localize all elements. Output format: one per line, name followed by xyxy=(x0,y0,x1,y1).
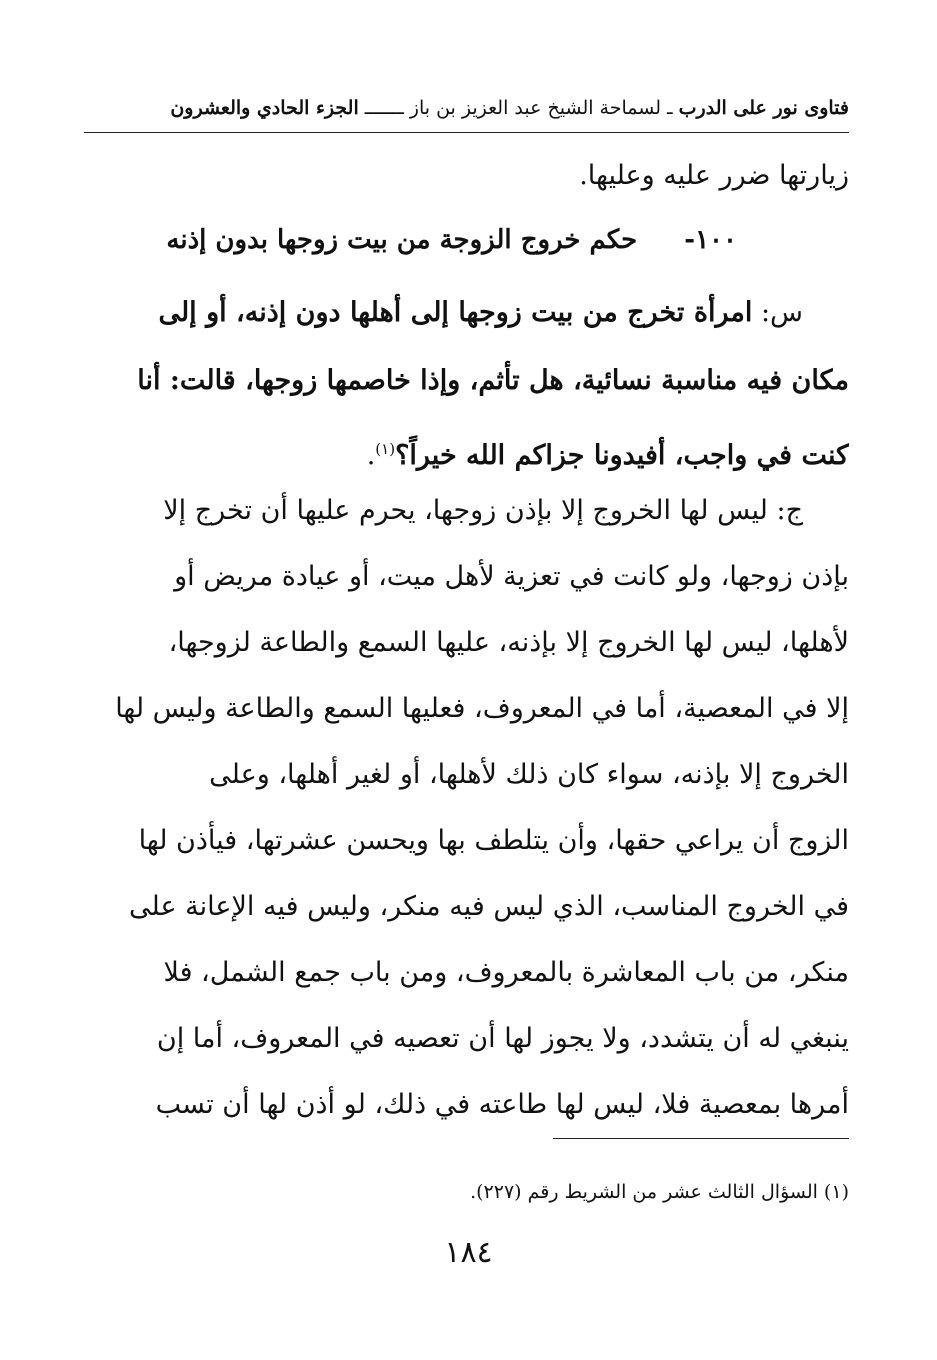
section-title: حكم خروج الزوجة من بيت زوجها بدون إذنه xyxy=(166,225,638,255)
answer-line: أمرها بمعصية فلا، ليس لها طاعته في ذلك، لو أذن لها أن تسب xyxy=(155,1089,849,1120)
running-header xyxy=(78,92,849,124)
page-number: ١٨٤ xyxy=(444,1235,493,1270)
question-line xyxy=(84,415,849,483)
question-prefix: س: xyxy=(760,297,803,328)
answer-prefix: ج: xyxy=(776,495,803,526)
book-title: فتاوى نور على الدرب xyxy=(678,97,849,119)
header-rule xyxy=(84,132,849,133)
volume-title: الجزء الحادي والعشرون xyxy=(170,97,359,119)
answer-line: الزوج أن يراعي حقها، وأن يتلطف بها ويحسن عشرتها، فيأذن لها xyxy=(138,825,849,856)
question-line: مكان فيه مناسبة نسائية، هل تأثم، وإذا خاصمها زوجها، قالت: أنا xyxy=(137,365,849,396)
question-line xyxy=(84,279,849,347)
answer-line: لأهلها، ليس لها الخروج إلا بإذنه، عليها السمع والطاعة لزوجها، xyxy=(168,627,849,658)
answer-line: منكر، من باب المعاشرة بالمعروف، ومن باب جمع الشمل، فلا xyxy=(163,957,849,988)
footnote: (١) السؤال الثالث عشر من الشريط رقم (٢٢٧). xyxy=(470,1181,849,1203)
answer-line: إلا في المعصية، أما في المعروف، فعليها السمع والطاعة وليس لها xyxy=(115,693,849,724)
footnote-marker: (١) xyxy=(375,440,396,458)
answer-line: بإذن زوجها، ولو كانت في تعزية لأهل ميت، أو عيادة مريض أو xyxy=(174,561,849,592)
answer-line: في الخروج المناسب، الذي ليس فيه منكر، وليس فيه الإعانة على xyxy=(129,891,849,922)
answer-line: ينبغي له أن يتشدد، ولا يجوز لها أن تعصيه في المعروف، أما إن xyxy=(156,1023,849,1054)
answer-line: الخروج إلا بإذنه، سواء كان ذلك لأهلها، أو لغير أهلها، وعلى xyxy=(209,759,849,790)
question-text: امرأة تخرج من بيت زوجها إلى أهلها دون إذنه، أو إلى xyxy=(158,297,753,328)
answer-line xyxy=(84,477,849,545)
continuation-line: زيارتها ضرر عليه وعليها. xyxy=(579,160,849,191)
section-heading xyxy=(84,215,737,265)
answer-text: ليس لها الخروج إلا بإذن زوجها، يحرم عليها أن تخرج إلا xyxy=(163,495,768,526)
section-number: ١٠٠- xyxy=(684,225,737,255)
footnote-rule xyxy=(553,1138,849,1139)
question-end: . xyxy=(366,440,376,471)
question-text: كنت في واجب، أفيدونا جزاكم الله خيراً؟ xyxy=(395,440,849,471)
author-name: ـ لسماحة الشيخ عبد العزيز بن باز ـــــــ xyxy=(364,97,673,119)
